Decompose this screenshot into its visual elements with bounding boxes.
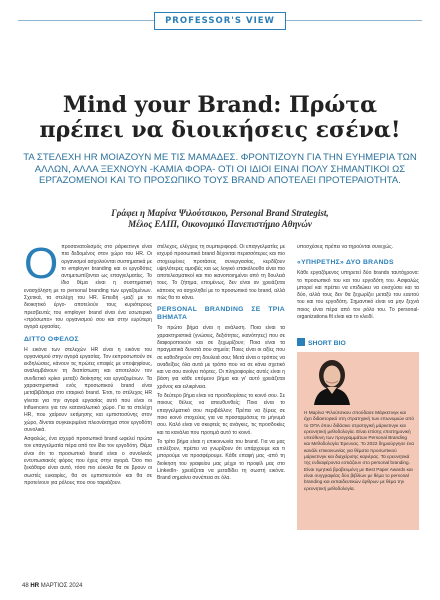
short-bio-heading [297,338,346,347]
col3-paragraph-1: υποσχέσεις πρέπει να τηρούνται συνεχώς. [297,244,393,250]
kicker-label: PROFESSOR'S VIEW [154,12,286,30]
kicker-rule-right [280,20,422,21]
byline-line-1: Γράφει η Μαρίνα Ψιλούτσικου, Personal Brand Strategist, [111,208,329,218]
byline-line-2: Μέλος ΕΛΙΠ, Οικονομικό Πανεπιστήμιο Αθηνών [128,219,312,229]
col1-heading: ΔΙΤΤΟ ΟΦΕΛΟΣ [24,335,79,343]
section-kicker [0,8,440,30]
kicker-rule-left [18,20,160,21]
col1-paragraph-1: προσανατολισμός στο ράρκετινγκ είναι πια δεδομένος στον χώρο του HR. Οι οργανισμοί ασχολούνται συστηματικά με το employer branding και οι εργοδότες αντιμετωπίζονται ως επαγγελματίες. Το ίδιο θέμα είναι η συστηματική ενασχόληση με το personal branding των εργαζομένων. Σχετικά, τα στελέχη του HR. Επειδή -μαζί με το διοικητικό έργο- αποτελούν τους κυριότερους πρεσβευτές του employer brand είναι ένα εσωτερικό «πρόσωπο» του οργανισμού σου και στην ευρύτερη αγορά εργασίας. [24,244,153,331]
article-subtitle: ΤΑ ΣΤΕΛΕΧΗ HR ΜΟΙΑΖΟΥΝ ΜΕ ΤΙΣ ΜΑΜΑΔΕΣ. ΦΡΟΝΤΙΖΟΥΝ ΓΙΑ ΤΗΝ ΕΥΗΜΕΡΙΑ ΤΩΝ ΑΛΛΩΝ, ΑΛΛΑ ΞΕΧΝΟΥΝ -ΚΑΜΙΑ ΦΟΡΑ- ΟΤΙ ΟΙ ΙΔΙΟΙ ΕΙΝΑΙ ΠΟΛΥ ΣΗΜΑΝΤΙΚΟΙ ΩΣ ΕΡΓΑΖΟΜΕΝΟΙ ΚΑΙ ΤΟ ΠΡΟΣΩΠΙΚΟ ΤΟΥΣ BRAND ΑΠΟΤΕΛΕΙ ΠΡΟΤΕΡΑΙΟΤΗΤΑ. [23,152,417,186]
body-column-2 [157,244,285,483]
col2-paragraph-4: Το τρίτο βήμα είναι η επικοινωνία του brand. Για να μας επιλέξουν, πρέπει να γνωρίζουν ότι υπάρχουμε και τι μπορούμε να προσφέρουμε. Κάθε επαφή μας -από τη διοίκηση του γραφείου μας μέχρι το προφίλ μας στο LinkedIn- χρειάζεται να μεταδίδει τη σωστή εικόνα. Brand σημαίνει συνέπεια σε όλα. [157,438,285,482]
col2-paragraph-2: Το πρώτο βήμα είναι η ανάλυση. Ποια είναι τα χαρακτηριστικά (γνώσεις, δεξιότητες, ικανότητες) που σε διαφοροποιούν και σε ξεχωρίζουν; Ποια είναι τα πραγματικά δυνατά σου σημεία; Ποιες είναι οι αξίες που σε καθοδηγούν στη δουλειά σου; Μετά είναι ο τρόπος να αναδείξεις όλα αυτά με τρόπο που να σε κάνει σχετικό και να σου ανοίγει πόρτες. Οι πληροφορίες αυτές είναι η βάση για κάθε επόμενο βήμα και γι' αυτό χρειάζεται χρόνος και ειλικρίνεια. [157,325,285,390]
author-portrait [310,356,354,405]
article-byline [30,208,410,230]
col3-heading: «ΥΠΗΡΕΤΗΣ» ΔΥΟ BRANDS [297,259,394,267]
square-bullet-icon [297,338,305,346]
col2-paragraph-3: Το δεύτερο βήμα είναι να προσδιορίσεις το κοινό σου. Σε ποιους θέλεις να απευθυνθείς; Ποιο είναι το επαγγελματικό σου περιβάλλον; Πρέπει να ξέρεις σε ποιο κοινό στοχεύεις για να προσαρμόσεις το μήνυμά σου. Καλό είναι να σκεφτείς τις ανάγκες, τις προσδοκίες και τα κανάλια που προτιμά αυτό το κοινό. [157,393,285,436]
body-column-1 [24,239,153,487]
issue-date: ΜΑΡΤΙΟΣ 2024 [40,583,83,589]
col1-paragraph-2: Η εικόνα των στελεχών HR είναι η εικόνα του οργανισμού στην αγορά εργασίας. Τον εκπροσωπούν σε εκδηλώσεις, κάνουν τις πρώτες επαφές με υποψηφίους, αναλαμβάνουν τη διαπίστωση και αποτελούν τον συνδετικό κρίκο μεταξύ διοίκησης και εργαζομένων. Τα χαρακτηριστικά ενός προσωπικού brand είναι μεταβιβάσιμα στο εταιρικό brand. Έτσι, το στέλεχος HR γίνεται για την αγορά εργασίας αυτό που είναι οι influencers για τον καταναλωτικό χώρο. Για τα στελέχη HR, που χαίρουν εκτίμησης και εμπιστοσύνης στον χώρο, δίνεται συγκεκριμένα πλεονέκτημα στον εργοδότη συνολικά. [24,346,152,433]
col1-paragraph-3: Ασφαλώς, ένα ισχυρό προσωπικό brand ωφελεί πρώτα τον επαγγελματία πέρα από τον ίδιο τον εργοδότη. Θέμα είναι ότι το προσωπικό brand είναι ο συνολικός εντυπωσιακός φόρος που έχεις στην αγορά. Όσο πιο ξεκάθαρο είναι αυτό, τόσο πιο εύκολα θα σε βρουν οι σωστές ευκαιρίες, θα σε εμπιστευτούν και θα σε προτείνουν για ρόλους που σου ταιριάζουν. [24,436,152,486]
page-number: 48 [22,583,29,589]
col2-paragraph-1: στέλεχος, ελέγχεις τη συμπεριφορά. Οι επαγγελματίες με ισχυρό προσωπικό brand δέχονται περισσότερες και πιο στοχευμένες προτάσεις συνεργασίας, κερδίζουν υψηλότερες αμοιβές και ως λογικό επακόλουθο είναι πιο αποτελεσματικοί και πιο ικανοποιημένοι από τη δουλειά τους. Το ζήτημα, επομένως, δεν είναι αν χρειάζεται κάποιος να ασχοληθεί με το προσωπικό του brand, αλλά πώς θα το κάνει. [157,244,285,302]
page-footer [22,583,82,589]
col3-paragraph-2: Κάθε εργαζόμενος υπηρετεί δύο brands ταυτόχρονα: το προσωπικό του και του εργοδότη του. Ασφαλώς μπορεί και πρέπει να επιδιώκει να ενισχύσει και τα δύο, αλλά τους δεν θα ξεχωρίζει μεταξύ του εαυτού του και του εργοδότη. Σημαντικό είναι να μην ξεχνά ποιος είναι πέρα από τον ρόλο του. Το personal-organizationa fit είναι και το κλειδί. [297,270,419,321]
short-bio-label: SHORT BIO [308,340,346,347]
title-line-1: Mind your Brand: Πρώτα [62,92,378,118]
article-title [0,93,440,143]
title-line-2: πρέπει να διοικήσεις εσένα! [39,117,401,143]
col2-heading: PERSONAL BRANDING ΣΕ ΤΡΙΑ ΒΗΜΑΤΑ [157,306,285,322]
short-bio-text: Η Μαρίνα Ψιλούτσικου σπούδασε Μάρκετινγκ και έχει διδακτορικό στη στρατηγική των επωνυμιών από το ΟΠΑ όπου διδάσκει στρατηγική μάρκετινγκ και ερευνητική μεθοδολογία. Είναι επίσης επιστημονική υπεύθυνη των προγραμμάτων Personal Branding και Μεθοδολογία Έρευνας. Το 2022 δημιούργησε ένα κανάλι επικοινωνίας για θέματα προσωπικού μάρκετινγκ και διαχείρισης καριέρας. Τα ερευνητικά της ενδιαφέροντα εστιάζουν στο personal branding. Είναι τιμητικά βραβευμένη με Best Paper Awards και είναι συγγραφέας δύο βιβλίων με θέμα το personal branding και εκπαιδευτικών άρθρων με θέμα την ερευνητική μεθοδολογία. [304,410,414,491]
drop-cap: Ο [24,239,59,288]
body-column-3 [297,244,419,321]
magazine-name: HR [30,583,40,589]
portrait-illustration [310,356,354,405]
